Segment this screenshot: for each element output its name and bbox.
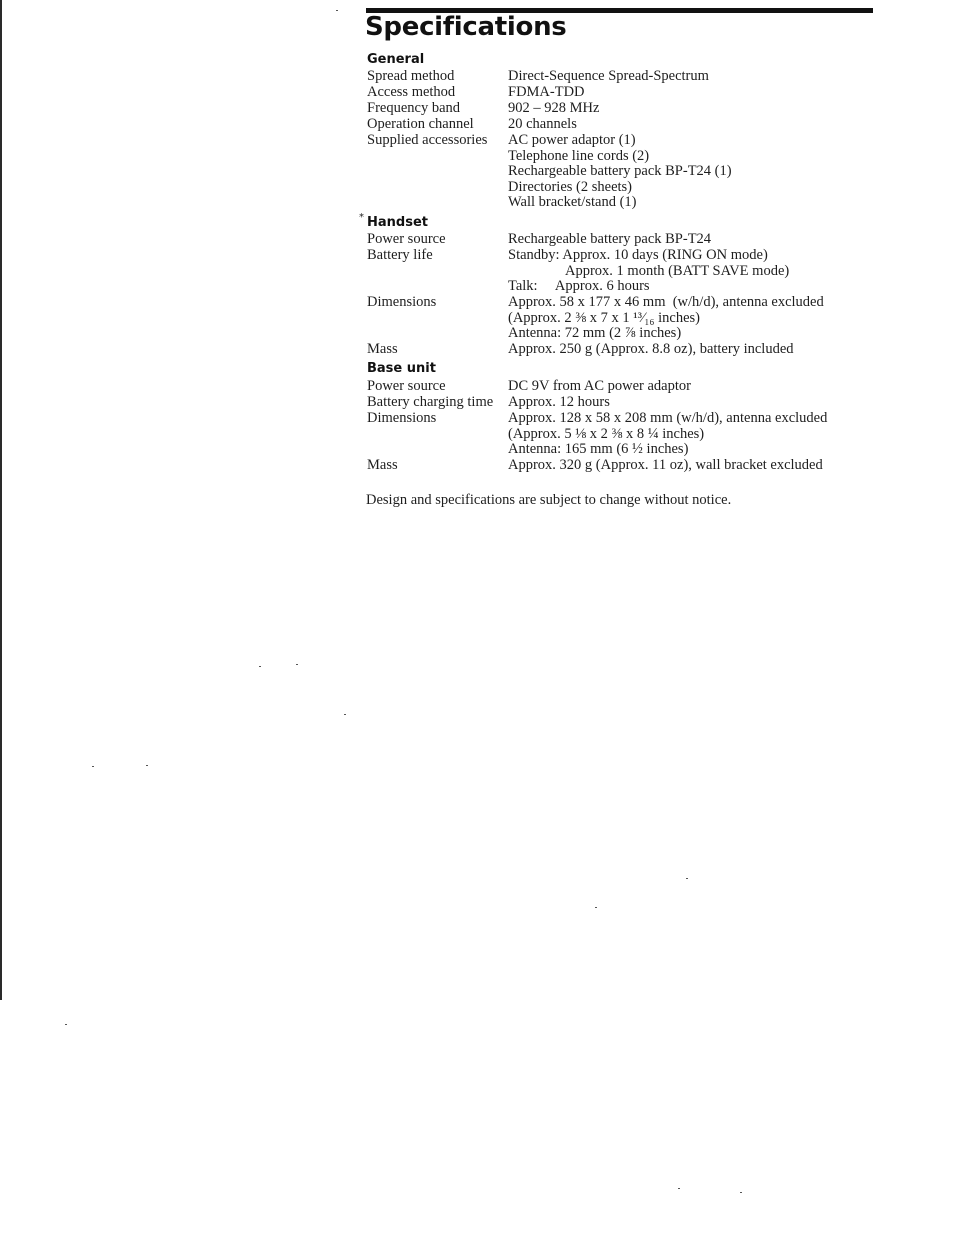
spec-value: (Approx. 2 ⅜ x 7 x 1 ¹³⁄₁₆ inches) bbox=[508, 309, 700, 326]
scan-speck bbox=[146, 765, 148, 766]
spec-label: Battery life bbox=[367, 247, 433, 263]
scan-speck bbox=[65, 1024, 67, 1025]
scan-speck bbox=[296, 664, 298, 665]
spec-label: Mass bbox=[367, 457, 398, 473]
spec-value: Approx. 250 g (Approx. 8.8 oz), battery included bbox=[508, 341, 794, 357]
spec-value: Telephone line cords (2) bbox=[508, 147, 650, 164]
spec-value: Wall bracket/stand (1) bbox=[508, 194, 637, 211]
spec-value: Talk: Approx. 6 hours bbox=[508, 278, 650, 295]
spec-value: Approx. 1 month (BATT SAVE mode) bbox=[565, 262, 790, 279]
page-title: Specifications bbox=[365, 12, 567, 42]
page-left-edge bbox=[0, 0, 2, 1000]
spec-label: Dimensions bbox=[367, 294, 437, 310]
scan-speck bbox=[92, 766, 94, 767]
spec-label: Mass bbox=[367, 341, 398, 357]
spec-value: Rechargeable battery pack BP-T24 (1) bbox=[508, 163, 732, 180]
spec-label: Spread method bbox=[367, 68, 455, 84]
spec-value: Antenna: 72 mm (2 ⅞ inches) bbox=[508, 325, 682, 342]
spec-value: Rechargeable battery pack BP-T24 bbox=[508, 231, 712, 247]
spec-label: Dimensions bbox=[367, 410, 437, 426]
section-heading-handset: Handset bbox=[367, 215, 428, 230]
spec-value: 20 channels bbox=[508, 116, 577, 132]
spec-value: Approx. 128 x 58 x 208 mm (w/h/d), antenna excluded bbox=[508, 410, 828, 426]
spec-value: FDMA-TDD bbox=[508, 84, 585, 100]
margin-mark: * bbox=[359, 212, 364, 223]
spec-value: DC 9V from AC power adaptor bbox=[508, 378, 691, 394]
spec-label: Operation channel bbox=[367, 116, 474, 132]
scan-speck bbox=[344, 714, 346, 715]
spec-label: Frequency band bbox=[367, 100, 461, 116]
section-heading-base-unit: Base unit bbox=[367, 361, 436, 376]
spec-label: Battery charging time bbox=[367, 394, 494, 410]
scan-speck bbox=[678, 1188, 680, 1189]
spec-value: Direct-Sequence Spread-Spectrum bbox=[508, 68, 709, 84]
spec-label: Supplied accessories bbox=[367, 132, 488, 148]
scan-speck bbox=[740, 1192, 742, 1193]
scan-speck bbox=[686, 878, 688, 879]
spec-value: Approx. 320 g (Approx. 11 oz), wall bracket excluded bbox=[508, 457, 823, 473]
scan-speck bbox=[595, 907, 597, 908]
spec-value: Standby: Approx. 10 days (RING ON mode) bbox=[508, 247, 768, 263]
section-heading-general: General bbox=[367, 52, 425, 67]
spec-label: Power source bbox=[367, 231, 446, 247]
spec-label: Access method bbox=[367, 84, 456, 100]
change-notice: Design and specifications are subject to change without notice. bbox=[366, 492, 732, 508]
scan-speck bbox=[259, 666, 261, 667]
spec-value: Antenna: 165 mm (6 ½ inches) bbox=[508, 441, 689, 458]
spec-label: Power source bbox=[367, 378, 446, 394]
spec-value: AC power adaptor (1) bbox=[508, 132, 636, 148]
spec-value: (Approx. 5 ⅛ x 2 ⅜ x 8 ¼ inches) bbox=[508, 425, 705, 442]
spec-value: 902 – 928 MHz bbox=[508, 100, 600, 116]
spec-value: Approx. 58 x 177 x 46 mm (w/h/d), antenna excluded bbox=[508, 294, 824, 310]
spec-value: Approx. 12 hours bbox=[508, 394, 610, 410]
spec-value: Directories (2 sheets) bbox=[508, 178, 633, 195]
scan-speck bbox=[336, 10, 338, 11]
